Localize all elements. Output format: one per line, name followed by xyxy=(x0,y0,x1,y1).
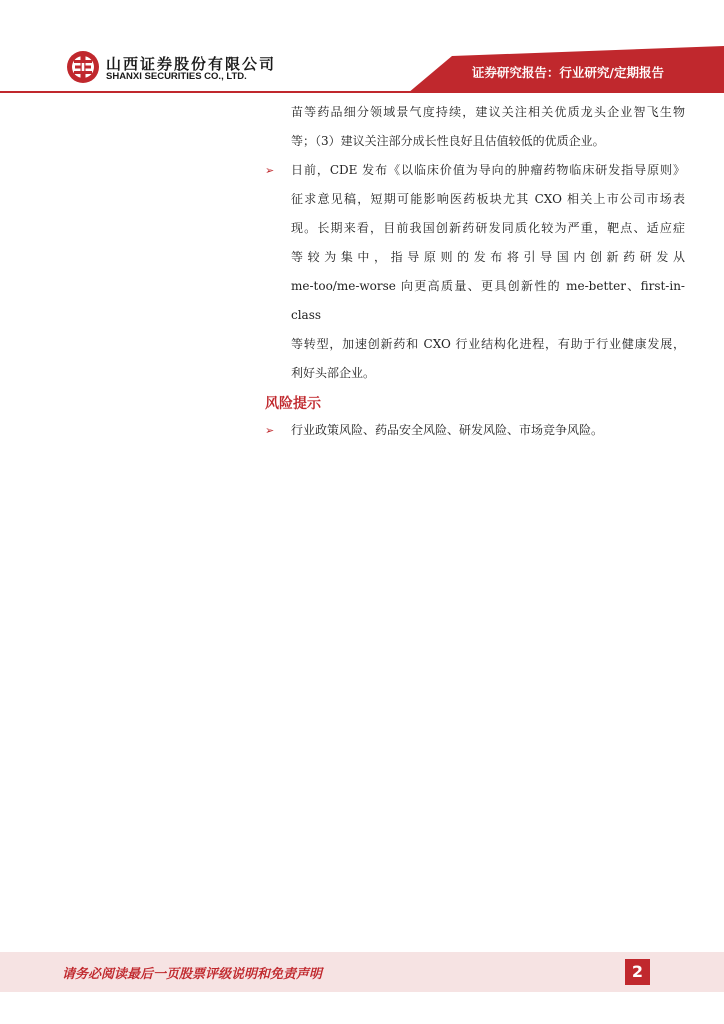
risk-text: 行业政策风险、药品安全风险、研发风险、市场竞争风险。 xyxy=(291,423,604,437)
page-header xyxy=(0,0,724,96)
page-footer xyxy=(0,952,724,992)
text-line: me-too/me-worse 向更高质量、更具创新性的 me-better、first-in-class xyxy=(291,279,685,322)
arrow-bullet-icon: ➢ xyxy=(265,424,275,437)
report-body xyxy=(265,98,685,445)
text-line: 等；（3）建议关注部分成长性良好且估值较低的优质企业。 xyxy=(291,134,605,148)
text-line: 等转型，加速创新药和 CXO 行业结构化进程，有助于行业健康发展， xyxy=(291,337,685,351)
company-name-en: SHANXI SECURITIES CO., LTD. xyxy=(106,71,247,82)
company-name-cn: 山西证券股份有限公司 xyxy=(106,55,277,73)
report-type-title: 证券研究报告：行业研究/定期报告 xyxy=(471,65,664,80)
risk-heading: 风险提示 xyxy=(265,396,321,412)
bullet-item xyxy=(265,156,685,388)
text-line: 苗等药品细分领域景气度持续，建议关注相关优质龙头企业智飞生物 xyxy=(291,105,685,119)
bullet-item xyxy=(265,416,685,445)
text-line: 利好头部企业。 xyxy=(291,366,376,380)
text-line: 等较为集中，指导原则的发布将引导国内创新药研发从 xyxy=(291,250,685,264)
text-line: 征求意见稿，短期可能影响医药板块尤其 CXO 相关上市公司市场表 xyxy=(291,192,685,206)
text-line: 日前，CDE 发布《以临床价值为导向的肿瘤药物临床研发指导原则》 xyxy=(291,163,685,177)
disclaimer-note: 请务必阅读最后一页股票评级说明和免责声明 xyxy=(62,967,323,982)
shanxi-securities-logo-icon xyxy=(66,50,100,84)
page-number: 2 xyxy=(625,959,650,985)
arrow-bullet-icon: ➢ xyxy=(265,164,275,177)
continued-paragraph xyxy=(265,98,685,156)
text-line: 现。长期来看，目前我国创新药研发同质化较为严重，靶点、适应症 xyxy=(291,221,685,235)
